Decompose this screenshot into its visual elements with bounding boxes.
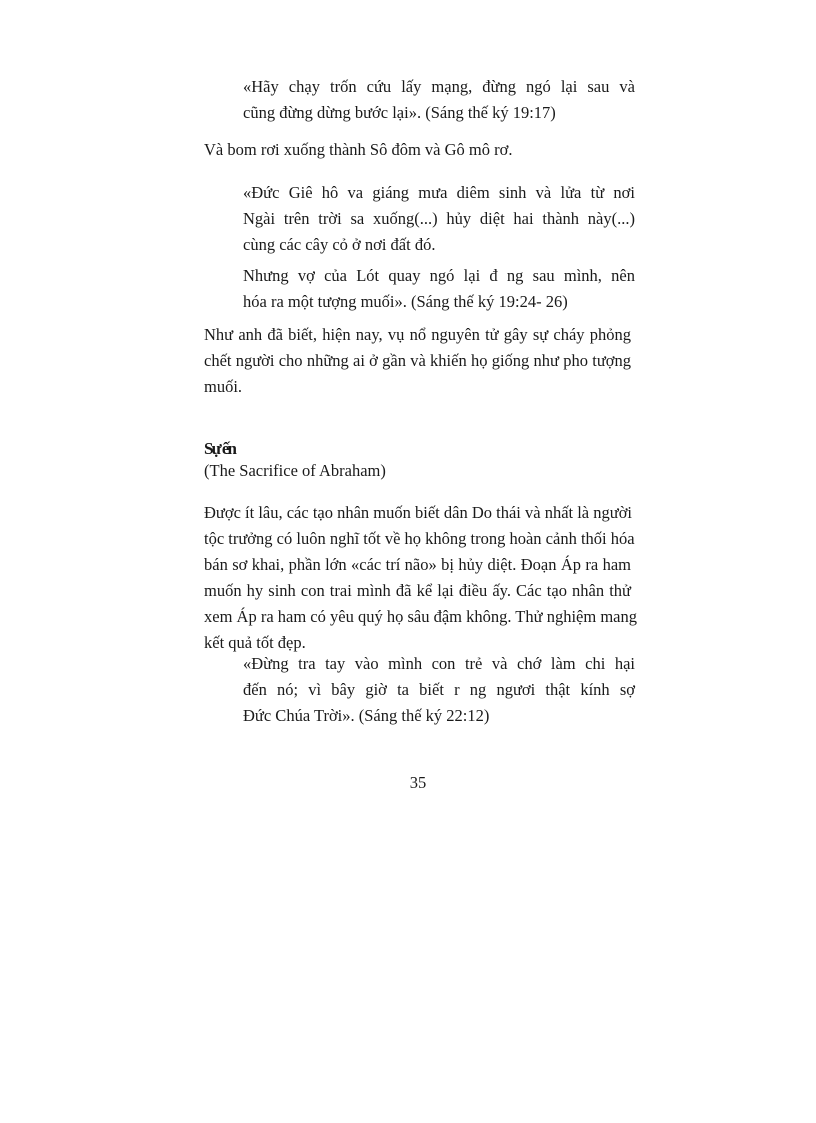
quote-line: Ngài trên trời sa xuống(...) hủy diệt hai thành này(...) xyxy=(243,209,635,228)
quote-line: Nhưng vợ của Lót quay ngó lại đ ng sau mình, nên xyxy=(243,266,635,285)
section-subtitle xyxy=(204,458,631,484)
paragraph-atomic xyxy=(204,322,631,400)
quote-line: Đức Chúa Trời». (Sáng thế ký 22:12) xyxy=(243,706,490,725)
paragraph-line: muối. xyxy=(204,377,243,396)
quote-line: cũng đừng dừng bước lại». (Sáng thế ký 19:17) xyxy=(243,103,556,122)
quote-line: cùng các cây cỏ ở nơi đất đó. xyxy=(243,235,436,254)
quote-lots-wife xyxy=(243,263,635,315)
paragraph-bombs xyxy=(204,137,631,163)
quote-line: «Đừng tra tay vào mình con trẻ và chớ làm chi hại xyxy=(243,654,635,673)
paragraph-line: muốn hy sinh con trai mình đã kể lại điều ấy. Các tạo nhân thử xyxy=(204,581,631,600)
paragraph-line: chết người cho những ai ở gần và khiến họ giống như pho tượng xyxy=(204,351,631,370)
quote-abraham xyxy=(243,651,635,729)
page-number: 35 xyxy=(409,773,427,792)
quote-line: hóa ra một tượng muối». (Sáng thế ký 19:24- 26) xyxy=(243,292,568,311)
paragraph-line: bán sơ khai, phần lớn «các trí não» bị hủy diệt. Đoạn Áp ra ham xyxy=(204,555,631,574)
paragraph-line: tộc trưởng có luôn nghĩ tốt về họ không trong hoàn cảnh thối hóa xyxy=(204,529,635,548)
paragraph-line: Như anh đã biết, hiện nay, vụ nổ nguyên tử gây sự cháy phỏng xyxy=(204,325,631,344)
paragraph-abraham xyxy=(204,500,637,656)
paragraph-line: Được ít lâu, các tạo nhân muốn biết dân Do thái và nhất là người xyxy=(204,503,633,522)
paragraph-line: kết quả tốt đẹp. xyxy=(204,633,306,652)
quote-line: đến nó; vì bây giờ ta biết r ng ngươi thật kính sợ xyxy=(243,680,635,699)
quote-fire-brimstone xyxy=(243,180,635,258)
quote-flee xyxy=(243,74,635,126)
quote-line: «Hãy chạy trốn cứu lấy mạng, đừng ngó lại sau và xyxy=(243,77,635,96)
section-heading: Sự ến xyxy=(204,439,235,458)
quote-line: «Đức Giê hô va giáng mưa diêm sinh và lửa từ nơi xyxy=(243,183,635,202)
paragraph-line: Và bom rơi xuống thành Sô đôm và Gô mô rơ. xyxy=(204,140,513,159)
section-subtitle-text: (The Sacrifice of Abraham) xyxy=(204,461,386,480)
paragraph-line: xem Áp ra ham có yêu quý họ sâu đậm không. Thử nghiệm mang xyxy=(204,607,637,626)
